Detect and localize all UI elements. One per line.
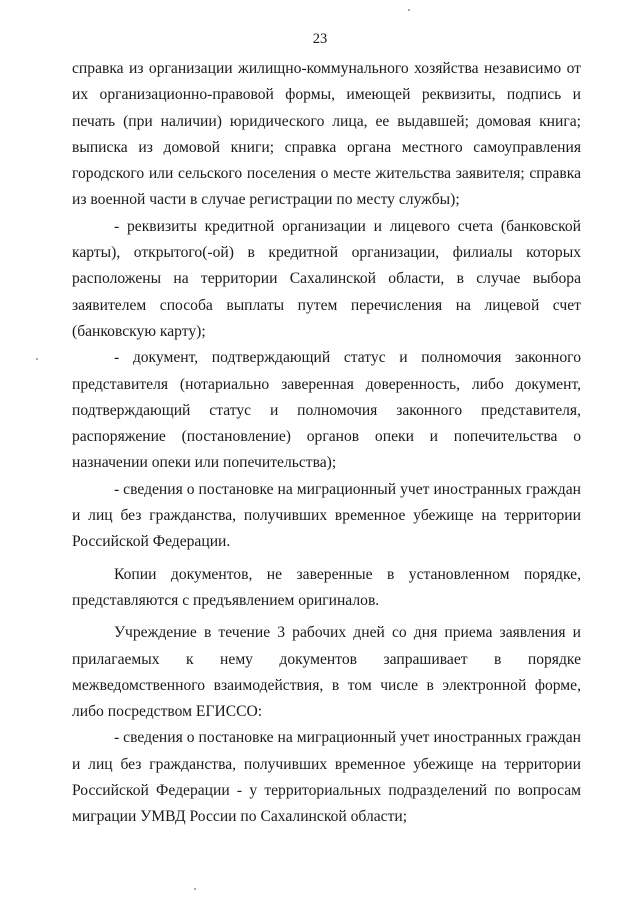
paragraph-copies: Копии документов, не заверенные в установленном порядке, представляются с предъявлением оригиналов.	[72, 565, 581, 609]
paragraph-migration-umvd: - сведения о постановке на миграционный учет иностранных граждан и лиц без гражданства, получивших временное убежище на территории Российской Федерации - у территориальных подразделений по вопросам миграции УМВД России по Сахалинской области;	[72, 729, 581, 826]
paragraph-migration-registration: - сведения о постановке на миграционный учет иностранных граждан и лиц без гражданства, получивших временное убежище на территории Российской Федерации.	[72, 480, 581, 551]
paragraph-bank-details: - реквизиты кредитной организации и лицевого счета (банковской карты), открытого(-ой) в кредитной организации, филиалы которых расположены на территории Сахалинской области, в случае выбора заявителем способа выплаты путем перечисления на лицевой счет (банковскую карту);	[72, 217, 581, 340]
paragraph-representative-document: - документ, подтверждающий статус и полномочия законного представителя (нотариально заверенная доверенность, либо документ, подтверждающий статус и полномочия законного представителя, распоряжение (постановление) органов опеки и попечительства о назначении опеки или попечительства);	[72, 349, 581, 472]
page-number: 23	[312, 31, 328, 47]
scan-speck	[194, 888, 196, 890]
document-body	[72, 56, 581, 831]
scan-speck	[36, 358, 38, 360]
paragraph-continuation: справка из организации жилищно-коммунального хозяйства независимо от их организационно-правовой формы, имеющей реквизиты, подпись и печать (при наличии) юридического лица, ее выдавшей; домовая книга; выписка из домовой книги; справка органа местного самоуправления городского или сельского поселения о месте жительства заявителя; справка из военной части в случае регистрации по месту службы);	[72, 60, 581, 209]
scan-speck	[408, 9, 410, 11]
paragraph-institution-request: Учреждение в течение 3 рабочих дней со дня приема заявления и прилагаемых к нему документов запрашивает в порядке межведомственного взаимодействия, в том числе в электронной форме, либо посредством ЕГИССО:	[72, 624, 581, 721]
